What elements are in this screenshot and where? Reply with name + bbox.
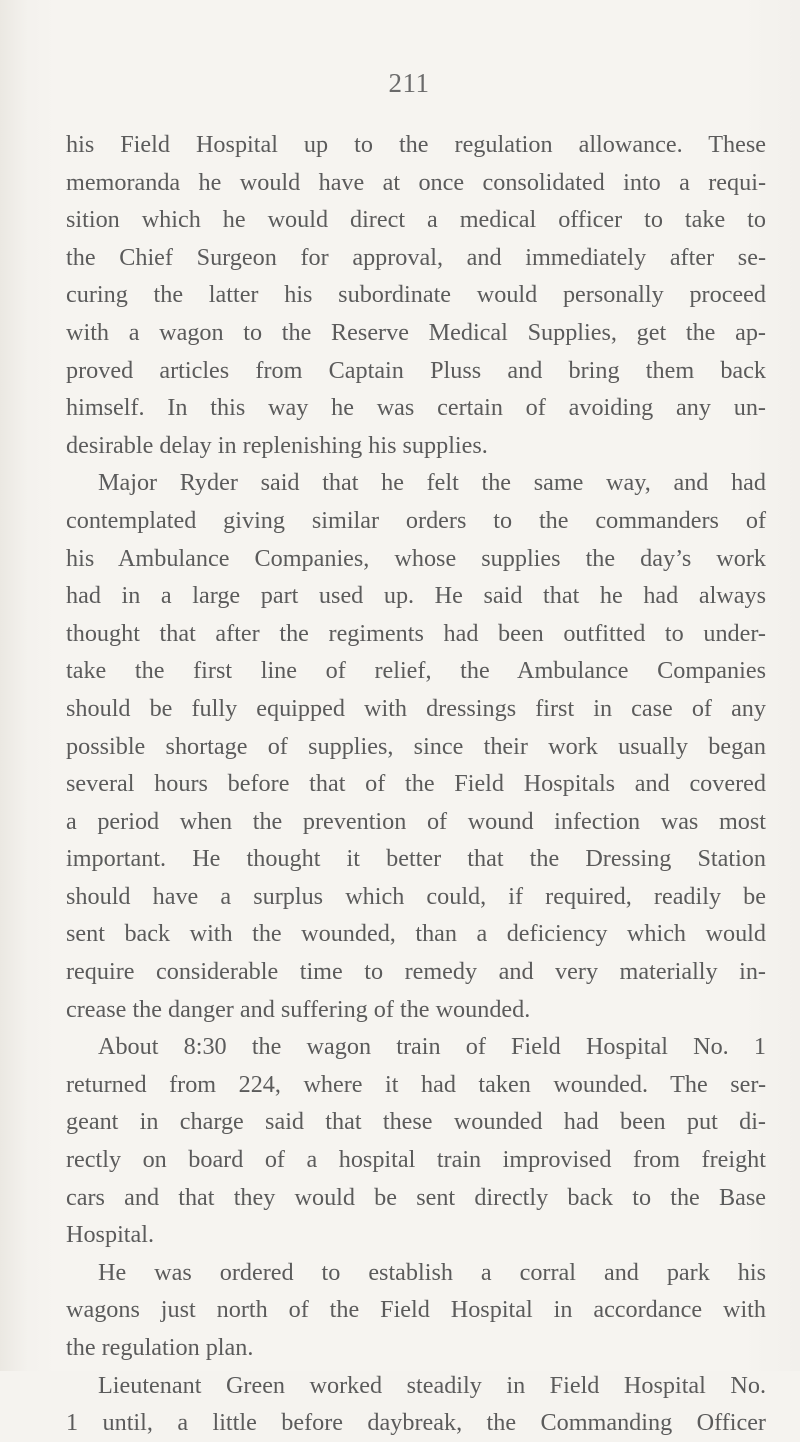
text-line: rectly on board of a hospital train improvised from freight <box>66 1146 766 1174</box>
text-line: Major Ryder said that he felt the same way, and had <box>98 469 766 497</box>
text-line: important. He thought it better that the Dressing Station <box>66 845 766 873</box>
paragraph <box>66 464 766 1028</box>
paragraph <box>66 1254 766 1367</box>
text-line: contemplated giving similar orders to the commanders of <box>66 506 766 534</box>
text-line: proved articles from Captain Pluss and bring them back <box>66 356 766 384</box>
text-line: sent back with the wounded, than a deficiency which would <box>66 920 766 948</box>
text-line: several hours before that of the Field Hospitals and covered <box>66 770 766 798</box>
text-line: returned from 224, where it had taken wounded. The ser- <box>66 1070 766 1098</box>
body-text <box>66 126 766 1442</box>
text-line: had in a large part used up. He said that he had always <box>66 582 766 610</box>
text-line: himself. In this way he was certain of avoiding any un- <box>66 394 766 422</box>
text-line: a period when the prevention of wound infection was most <box>66 807 766 835</box>
text-line: Lieutenant Green worked steadily in Field Hospital No. <box>98 1371 766 1399</box>
text-line: his Ambulance Companies, whose supplies the day’s work <box>66 544 766 572</box>
text-line: possible shortage of supplies, since their work usually began <box>66 732 766 760</box>
text-line: the regulation plan. <box>66 1334 254 1361</box>
text-line: 1 until, a little before daybreak, the Commanding Officer <box>66 1409 766 1437</box>
text-line: should have a surplus which could, if required, readily be <box>66 882 766 910</box>
text-line: require considerable time to remedy and very materially in- <box>66 958 766 986</box>
text-line: his Field Hospital up to the regulation allowance. These <box>66 131 766 158</box>
text-line: should be fully equipped with dressings first in case of any <box>66 694 766 722</box>
text-line: He was ordered to establish a corral and park his <box>98 1258 766 1286</box>
text-line: About 8:30 the wagon train of Field Hospital No. 1 <box>98 1033 766 1061</box>
text-line: curing the latter his subordinate would personally proceed <box>66 281 766 309</box>
text-line: sition which he would direct a medical officer to take to <box>66 206 766 234</box>
text-line: Hospital. <box>66 1221 155 1249</box>
text-line: thought that after the regiments had been outfitted to under- <box>66 619 766 647</box>
text-line: with a wagon to the Reserve Medical Supplies, get the ap- <box>66 318 766 346</box>
paragraph <box>66 1028 766 1254</box>
page-number: 211 <box>388 68 430 98</box>
paragraph <box>66 126 766 464</box>
text-line: memoranda he would have at once consolidated into a requi- <box>66 168 766 196</box>
paragraph <box>66 1367 766 1442</box>
text-line: take the first line of relief, the Ambulance Companies <box>66 657 766 685</box>
text-line: desirable delay in replenishing his supplies. <box>66 431 488 459</box>
text-line: the Chief Surgeon for approval, and immediately after se- <box>66 243 766 271</box>
text-line: cars and that they would be sent directly back to the Base <box>66 1183 766 1211</box>
text-line: wagons just north of the Field Hospital in accordance with <box>66 1296 766 1324</box>
text-line: crease the danger and suffering of the wounded. <box>66 995 531 1023</box>
text-line: geant in charge said that these wounded had been put di- <box>66 1108 766 1136</box>
